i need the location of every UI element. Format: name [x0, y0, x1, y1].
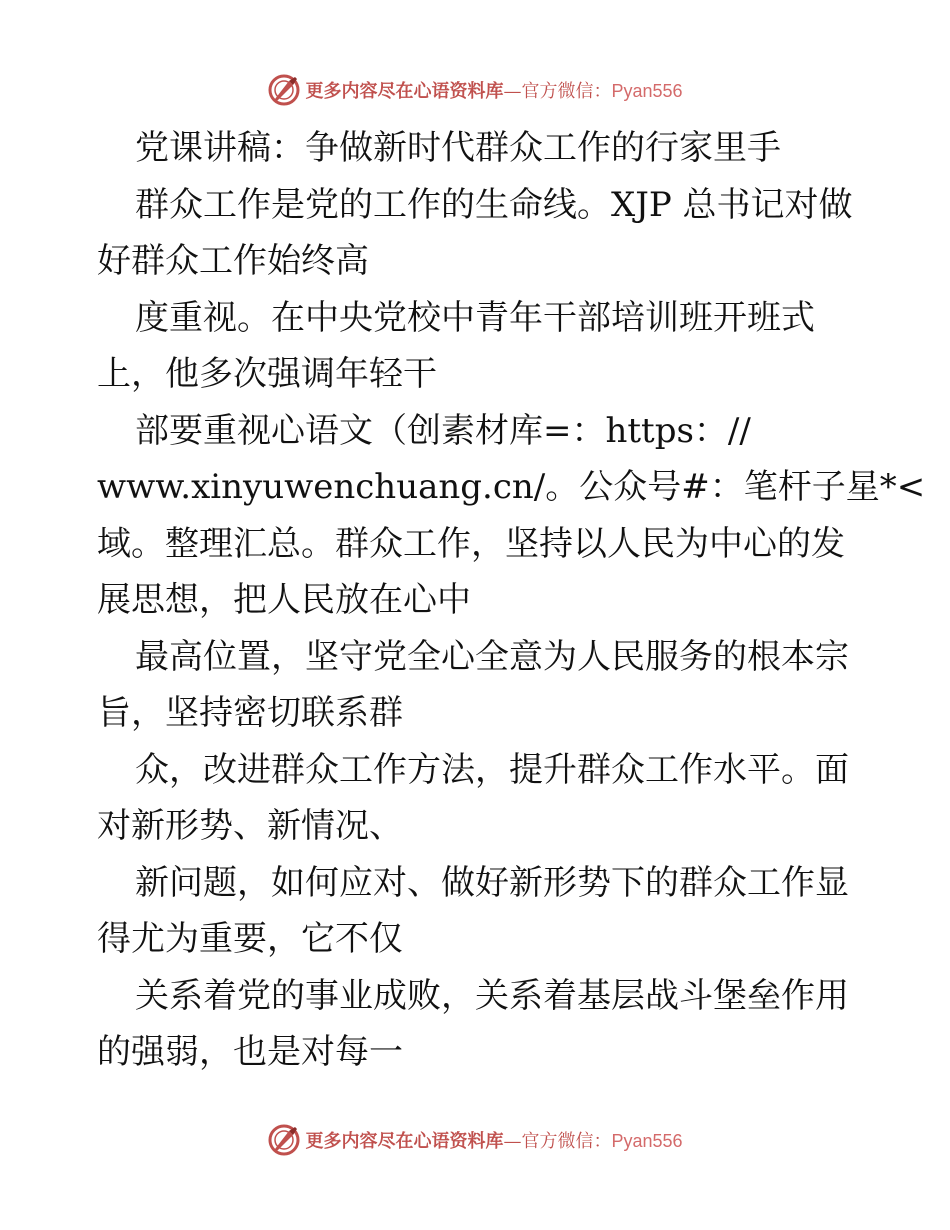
paragraph-line: 部要重视心语文（创素材库=：https：//: [135, 410, 751, 451]
banner-dash: —: [503, 81, 522, 102]
banner-text: [305, 77, 682, 103]
pen-nib-logo-icon: [267, 1123, 301, 1157]
banner-text: [305, 1127, 682, 1153]
pen-nib-logo-icon: [267, 73, 301, 107]
paragraph-line: 对新形势、新情况、: [97, 806, 403, 846]
document-body: [97, 120, 926, 1081]
footer-banner: [0, 1118, 950, 1162]
banner-wechat-id: Pyan556: [611, 81, 683, 101]
paragraph-line: 得尤为重要，它不仅: [97, 919, 403, 959]
paragraph-line: 展思想，把人民放在心中: [97, 580, 471, 620]
paragraph-line: www.xinyuwenchuang.cn/。公众号#：笔杆子星*<: [97, 467, 926, 507]
paragraph-line: 的强弱，也是对每一: [97, 1032, 403, 1072]
paragraph-line: 众，改进群众工作方法，提升群众工作水平。面: [135, 749, 849, 790]
paragraph-line: 新问题，如何应对、做好新形势下的群众工作显: [135, 862, 849, 903]
paragraph-line: 上，他多次强调年轻干: [97, 354, 437, 394]
paragraph-line: 域。整理汇总。群众工作，坚持以人民为中心的发: [97, 523, 845, 564]
paragraph-line: 群众工作是党的工作的生命线。XJP 总书记对做: [135, 184, 853, 225]
banner-official-label: 官方微信：: [521, 81, 612, 102]
paragraph-line: 度重视。在中央党校中青年干部培训班开班式: [135, 297, 815, 338]
header-banner: [0, 68, 950, 112]
paragraph-line: 最高位置，坚守党全心全意为人民服务的根本宗: [135, 636, 849, 677]
banner-wechat-id: Pyan556: [611, 1131, 683, 1151]
banner-official-label: 官方微信：: [521, 1131, 612, 1152]
banner-dash: —: [503, 1131, 522, 1152]
document-title: 党课讲稿：争做新时代群众工作的行家里手: [135, 128, 781, 168]
paragraph-line: 关系着党的事业成败，关系着基层战斗堡垒作用: [135, 975, 849, 1016]
paragraph-line: 好群众工作始终高: [97, 241, 369, 281]
banner-main: 更多内容尽在心语资料库: [305, 1131, 504, 1152]
paragraph-line: 旨，坚持密切联系群: [97, 693, 403, 733]
banner-main: 更多内容尽在心语资料库: [305, 81, 504, 102]
